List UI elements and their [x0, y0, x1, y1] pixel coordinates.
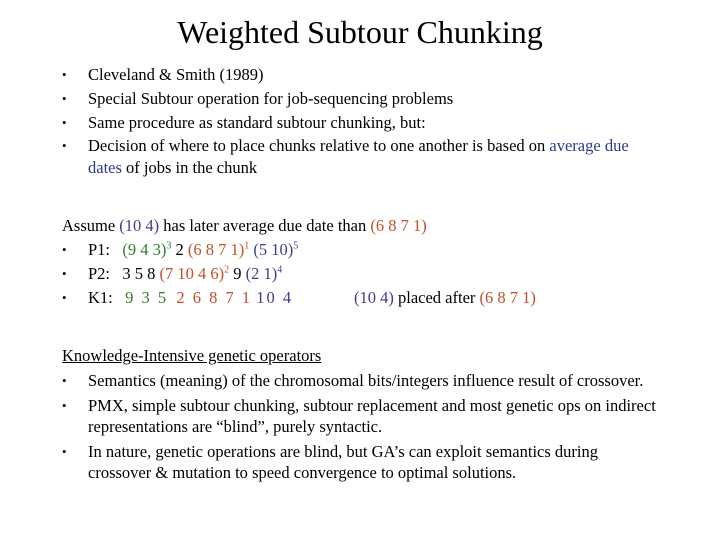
p1-chunk-c-text: (6 8 7 1) — [187, 240, 245, 259]
bullet-item — [62, 111, 662, 135]
p1-label: P1: — [88, 240, 111, 259]
bullet-marker: • — [62, 397, 67, 413]
highlight-due-dates: due dates — [88, 136, 629, 177]
chunk-6-8-7-1: (6 8 7 1) — [370, 216, 427, 235]
parent1-row — [62, 238, 662, 262]
bullet-text: Decision of where to place chunks relative to one another is based on — [88, 136, 550, 155]
k1-genes-a: 9 3 5 — [125, 288, 169, 307]
bullet-text-end: of jobs in the chunk — [121, 158, 258, 177]
bullet-text: In nature, genetic operations are blind, but GA’s can exploit semantics during crossover & mutation to speed convergence to optimal solutions. — [88, 441, 598, 482]
bullet-marker: • — [62, 373, 67, 388]
assume-mid: has later average due date than — [159, 216, 371, 235]
p1-chunk-d-text: (5 10) — [249, 240, 294, 259]
bullet-item — [62, 135, 662, 179]
bullet-text: Special Subtour operation for job-sequencing problems — [88, 89, 454, 108]
p1-chunk-a-text: (9 4 3) — [122, 240, 167, 259]
bullet-text: Same procedure as standard subtour chunking, but: — [88, 113, 426, 132]
p2-genes: 3 5 8 — [122, 264, 160, 283]
bullet-text: Semantics (meaning) of the chromosomal bits/integers influence result of crossover. — [88, 371, 644, 390]
example-block — [62, 214, 662, 310]
bullet-item — [62, 87, 662, 111]
k1-label: K1: — [88, 288, 113, 307]
bullet-item — [62, 395, 662, 438]
p2-chunk-d — [246, 264, 283, 283]
p2-chunk-b — [160, 264, 230, 283]
bullet-text: Cleveland & Smith (1989) — [88, 65, 264, 84]
bullet-marker: • — [62, 242, 67, 257]
parent2-row — [62, 262, 662, 286]
bullet-marker: • — [62, 138, 67, 153]
bullet-item — [62, 441, 662, 484]
knowledge-section — [62, 344, 662, 487]
child-row — [62, 286, 662, 310]
k1-genes-c: 10 4 — [256, 288, 294, 307]
p1-chunk-a — [122, 240, 171, 259]
k1-note-mid: placed after — [393, 288, 480, 307]
p2-chunk-b-sup: 2 — [224, 264, 230, 276]
bullet-marker: • — [62, 443, 67, 459]
p2-chunk-d-text: (2 1) — [245, 264, 278, 283]
bullet-marker: • — [62, 115, 67, 130]
p2-chunk-d-sup: 4 — [277, 264, 283, 276]
p2-chunk-b-text: (7 10 4 6) — [159, 264, 225, 283]
k1-genes-b: 2 6 8 7 1 — [176, 288, 253, 307]
k1-note-chunk2: (6 8 7 1) — [479, 288, 536, 307]
k1-note — [354, 286, 536, 310]
bullet-marker: • — [62, 266, 67, 281]
bullet-marker: • — [62, 67, 67, 82]
p1-gene: 2 — [171, 240, 188, 259]
chunk-10-4: (10 4) — [119, 216, 160, 235]
p1-chunk-c-sup: 1 — [244, 240, 250, 252]
bullet-text: PMX, simple subtour chunking, subtour replacement and most genetic ops on indirect representations are “blind”, purely syntactic. — [88, 395, 656, 436]
bullet-marker: • — [62, 290, 67, 305]
p1-chunk-a-sup: 3 — [166, 240, 172, 252]
intro-bullet-list — [62, 63, 662, 179]
bullet-marker: • — [62, 91, 67, 106]
assume-pre: Assume — [62, 216, 120, 235]
bullet-item — [62, 370, 662, 392]
k1-note-chunk1: (10 4) — [354, 288, 394, 307]
p1-chunk-d-sup: 5 — [293, 240, 299, 252]
slide-title: Weighted Subtour Chunking — [177, 14, 543, 50]
p1-chunk-d — [249, 240, 298, 259]
highlight-average: average — [549, 136, 601, 155]
p2-gene: 9 — [229, 264, 246, 283]
p2-label: P2: — [88, 264, 111, 283]
assume-line — [62, 214, 662, 238]
p1-chunk-c — [188, 240, 249, 259]
section-heading: Knowledge-Intensive genetic operators — [62, 346, 322, 365]
bullet-item — [62, 63, 662, 87]
